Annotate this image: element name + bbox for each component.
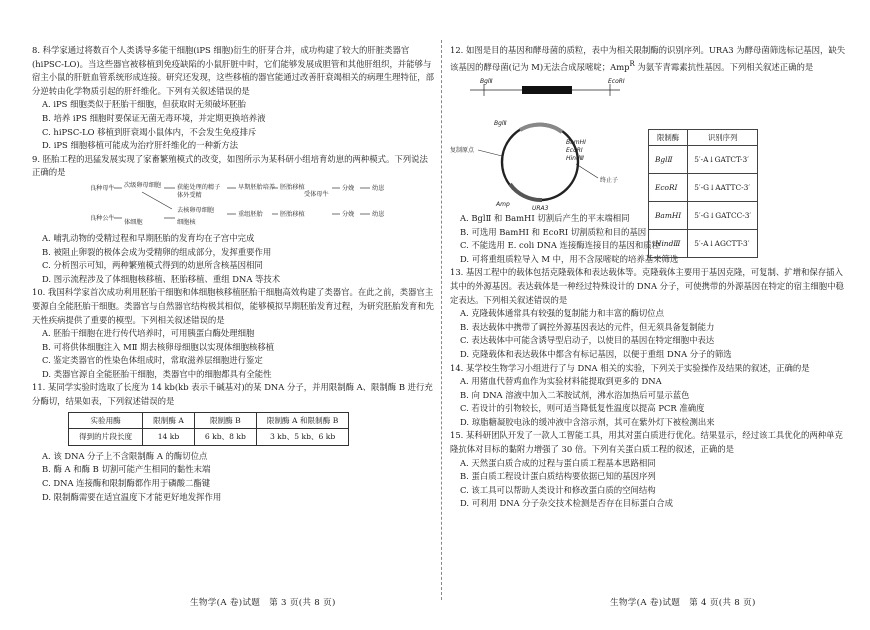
- embryo-flow-diagram: [32, 180, 434, 232]
- fig-culture: 早期胚胎培养: [238, 183, 276, 191]
- table-cell: BamHⅠ: [649, 201, 688, 229]
- question-10-option-a: A. 胚胎干细胞在进行传代培养时，可用胰蛋白酶处理细胞: [42, 328, 255, 339]
- plasmid-diagram: [450, 74, 640, 212]
- question-14-option-a: A. 用猪血代替鸡血作为实验材料能提取到更多的 DNA: [460, 376, 662, 387]
- question-12-option-c: C. 不能选用 E. coli DNA 连接酶连接目的基因和质粒: [460, 240, 661, 251]
- question-9-figure: [32, 180, 434, 232]
- question-12-stem: 12. 如图是目的基因和酵母菌的质粒，表中为相关限制酶的识别序列。URA3 为酵母菌筛选标记基因，缺失该基因的酵母菌(记为 M)无法合成尿嘧啶；Amp$^R$ 为氨苄青霉素抗性基因。下列相关叙述正确的是: [450, 45, 846, 72]
- fig-terminator-label: 终止子: [600, 176, 619, 184]
- fig-donor-female: 良种母牛: [90, 184, 115, 192]
- fig-amp-label: Amp: [496, 200, 510, 208]
- question-12-option-a: A. BglⅡ 和 BamHⅠ 切割后产生的平末端相同: [460, 212, 630, 223]
- question-15-option-d: D. 可利用 DNA 分子杂交技术检测是否存在目标蛋白合成: [460, 498, 674, 509]
- fig-eco-label: EcoRⅠ: [608, 77, 625, 85]
- table-cell: 14 kb: [143, 429, 195, 446]
- question-9-option-a: A. 哺乳动物的受精过程和早期胚胎的发育均在子宫中完成: [42, 232, 255, 243]
- fig-nucleus: 细胞核: [177, 218, 196, 226]
- left-page: [32, 44, 434, 504]
- fig-recon-embryo: 重组胚胎: [238, 210, 263, 218]
- table-header-cell: 限制酶: [649, 129, 688, 145]
- question-8-option-d: D. iPS 细胞移植可能成为治疗肝纤维化的一种新方法: [42, 140, 238, 151]
- question-9-option-b: B. 被阻止卵裂的极体会成为受精卵的组成部分，发挥重要作用: [42, 246, 272, 257]
- question-15-option-a: A. 天然蛋白质合成的过程与蛋白质工程基本思路相同: [460, 457, 656, 468]
- question-8-option-b: B. 培养 iPS 细胞时要保证无菌无毒环境，并定期更换培养液: [42, 112, 266, 123]
- question-15-option-c: C. 该工具可以帮助人类设计和修改蛋白质的空间结构: [460, 484, 656, 495]
- question-15-option-b: B. 蛋白质工程设计蛋白质结构要依据已知的基因序列: [460, 471, 656, 482]
- table-cell: 得到的片段长度: [69, 429, 143, 446]
- table-cell: 5′-G↓GATCC-3′: [688, 201, 758, 229]
- table-cell: 5′-A↓AGCTT-3′: [688, 229, 758, 257]
- fig-transfer-2: 胚胎移植: [280, 210, 305, 218]
- question-11-table: [68, 412, 349, 446]
- question-8-option-a: A. iPS 细胞类似于胚胎干细胞，但获取时无须破坏胚胎: [42, 99, 246, 110]
- plasmid-segment: [520, 125, 562, 132]
- fig-hind-label: HindⅢ: [566, 154, 584, 162]
- question-12-option-b: B. 可选用 BamHⅠ 和 EcoRⅠ 切割质粒和目的基因: [460, 226, 647, 237]
- question-14-option-c: C. 若设计的引物较长，则可适当降低复性温度以提高 PCR 准确度: [460, 403, 705, 414]
- question-11-option-b: B. 酶 A 和酶 B 切割可能产生相同的黏性末端: [42, 464, 211, 475]
- question-13-stem: 13. 基因工程中的载体包括克隆载体和表达载体等。克隆载体主要用于基因克隆，可复制、扩增和保存插入其中的外源基因。表达载体是一种经过特殊设计的 DNA 分子，可使携带的外源基因在特定的宿主细胞中稳定表达。下列相关叙述错误的是: [450, 267, 844, 305]
- question-9-option-c: C. 分析图示可知，两种繁殖模式得到的幼崽所含核基因相同: [42, 260, 263, 271]
- table-cell: 6 kb、8 kb: [194, 429, 256, 446]
- fig-bgl-label: BglⅡ: [480, 77, 493, 85]
- fig-calf-2: 幼崽: [372, 210, 385, 218]
- question-15-stem: 15. 某科研团队开发了一款人工智能工具，用其对蛋白质进行优化。结果显示，经过该工具优化的两种单克隆抗体对目标的黏附力增强了 30 倍。下列有关蛋白质工程的叙述，正确的是: [450, 430, 843, 455]
- table-header-cell: 限制酶 A: [143, 412, 195, 429]
- question-11-stem: 11. 某同学实验时选取了长度为 14 kb(kb 表示千碱基对)的某 DNA 分子，并用限制酶 A、限制酶 B 进行充分酶切，结果如表，下列叙述错误的是: [32, 382, 433, 407]
- table-header-cell: 实验用酶: [69, 412, 143, 429]
- table-cell: HindⅢ: [649, 229, 688, 257]
- fig-ori-label: 复制原点: [450, 146, 475, 154]
- page-footer-right: 生物学(A 卷)试题 第 4 页(共 8 页): [610, 598, 756, 608]
- question-10-option-d: D. 类器官源自全能胚胎干细胞，类器官中的细胞都具有全能性: [42, 368, 272, 379]
- question-13-option-c: C. 表达载体中可能含诱导型启动子，以使目的基因在特定细胞中表达: [460, 335, 715, 346]
- right-page: [450, 44, 850, 511]
- fig-ura-label: URA3: [532, 204, 549, 212]
- question-10-stem: 10. 我国科学家首次成功利用胚胎干细胞和体细胞核移植胚胎干细胞高效构建了类器官。在此之前，类器官主要源自全能胚胎干细胞。类器官与自然器官结构极其相似，能够模拟早期胚胎发育过程，为研究胚胎发育和先天性疾病提供了重要的模型。下列相关叙述错误的是: [32, 287, 434, 325]
- question-11-option-c: C. DNA 连接酶和限制酶都作用于磷酸二酯键: [42, 478, 211, 489]
- table-cell: 5′-A↓GATCT-3′: [688, 145, 758, 173]
- table-cell: BglⅡ: [649, 145, 688, 173]
- question-14-stem: 14. 某学校生物学习小组进行了与 DNA 相关的实验，下列关于实验操作及结果的叙述，正确的是: [450, 362, 810, 373]
- question-14-option-d: D. 琼脂糖凝胶电泳的缓冲液中含溶示剂，其可在紫外灯下被检测出来: [460, 416, 715, 427]
- question-13-option-a: A. 克隆载体通常具有较强的复制能力和丰富的酶切位点: [460, 308, 664, 319]
- question-12-option-d: D. 可将重组质粒导入 M 中，用不含尿嘧啶的培养基来筛选: [460, 253, 679, 264]
- table-cell: 5′-G↓AATTC-3′: [688, 173, 758, 201]
- fig-enucleated: 去核卵母细胞: [177, 206, 215, 214]
- fig-bam-label: BamHⅠ: [566, 138, 586, 146]
- question-13-option-d: D. 克隆载体和表达载体中都含有标记基因，以便于重组 DNA 分子的筛选: [460, 348, 732, 359]
- fig-bgl2-label: BglⅡ: [494, 119, 507, 127]
- fig-eco2-label: EcoRⅠ: [566, 146, 583, 154]
- fig-birth: 分娩: [342, 184, 355, 192]
- table-header-cell: 限制酶 B: [194, 412, 256, 429]
- fig-somatic: 体细胞: [124, 218, 143, 226]
- page-footer-left: 生物学(A 卷)试题 第 3 页(共 8 页): [190, 598, 336, 608]
- table-cell: EcoRⅠ: [649, 173, 688, 201]
- fig-birth-2: 分娩: [342, 210, 355, 218]
- question-11-option-d: D. 限制酶需要在适宜温度下才能更好地发挥作用: [42, 491, 222, 502]
- question-14-option-b: B. 向 DNA 溶液中加入二苯胺试剂，沸水浴加热后可显示蓝色: [460, 389, 690, 400]
- question-8-option-c: C. hiPSC-LO 移植到肝衰竭小鼠体内，不会发生免疫排斥: [42, 126, 257, 137]
- table-header-cell: 限制酶 A 和限制酶 B: [256, 412, 348, 429]
- page-divider: [441, 40, 442, 600]
- question-9-option-d: D. 图示流程涉及了体细胞核移植、胚胎移植、重组 DNA 等技术: [42, 273, 281, 284]
- restriction-enzyme-table: [648, 129, 758, 258]
- fig-ivf: 体外受精: [177, 191, 202, 199]
- question-10-option-c: C. 鉴定类器官的性染色体组成时，常取滋养层细胞进行鉴定: [42, 355, 263, 366]
- amp-segment: [510, 184, 542, 200]
- table-header-cell: 识别序列: [688, 129, 758, 145]
- table-cell: 3 kb、5 kb、6 kb: [256, 429, 348, 446]
- fig-calf: 幼崽: [372, 184, 385, 192]
- question-13-option-b: B. 表达载体中携带了调控外源基因表达的元件，但无须具备复制能力: [460, 321, 715, 332]
- question-9-stem: 9. 胚胎工程的迅猛发展实现了家畜繁殖模式的改变，如图所示为某科研小组培育幼崽的两种模式。下列说法正确的是: [32, 153, 428, 178]
- fig-recipient: 受体母牛: [304, 190, 329, 198]
- fig-donor-male: 良种公牛: [90, 214, 115, 222]
- crtz-gene-block: [522, 86, 572, 94]
- fig-sperm: 获能处理的精子: [177, 183, 221, 191]
- fig-oocyte: 次级卵母细胞: [124, 181, 162, 189]
- question-10-option-b: B. 可将供体细胞注入 MⅡ 期去核卵母细胞以实现体细胞核移植: [42, 341, 275, 352]
- question-11-option-a: A. 该 DNA 分子上不含限制酶 A 的酶切位点: [42, 450, 208, 461]
- question-8-stem: 8. 科学家通过将数百个人类诱导多能干细胞(iPS 细胞)衍生的肝芽合并，成功构建了较大的肝脏类器官(hiPSC-LO)。当这些器官被移植到免疫缺陷的小鼠肝脏中时，它们能够发展成胆管和其他肝组织，并能够与宿主小鼠的肝脏血管系统形成连接。研究还发现，这些移植的器官能通过改善肝衰竭相关的病理生理特征，部分逆转由化学物质引起的肝纤维化。下列有关叙述错误的是: [32, 45, 434, 96]
- fig-transfer: 胚胎移植: [280, 183, 305, 191]
